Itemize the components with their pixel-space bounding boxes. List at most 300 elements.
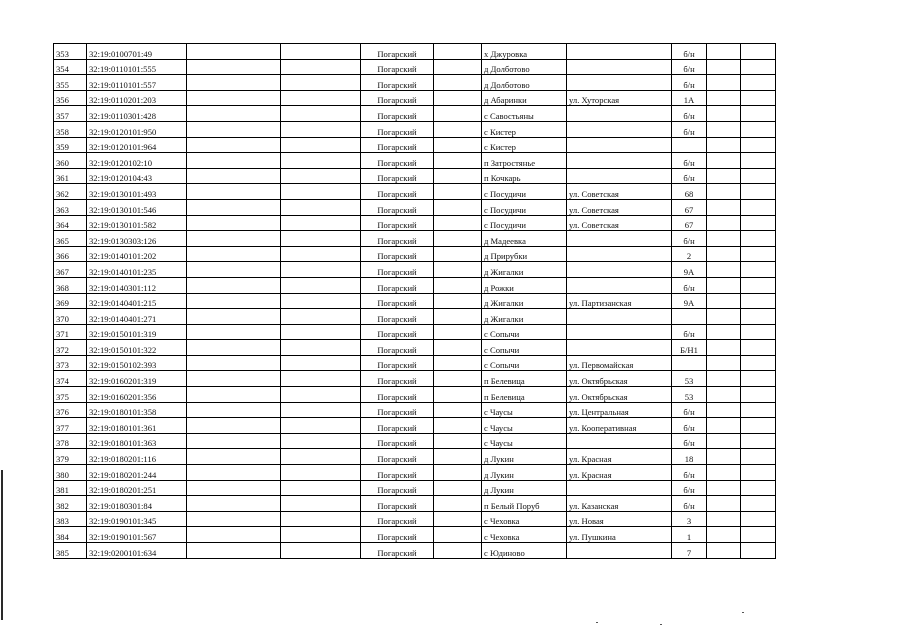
row-number-cell: 377: [54, 418, 87, 434]
cadastral-number-cell: 32:19:0130101:582: [87, 215, 187, 231]
cadastral-number-cell: 32:19:0110301:428: [87, 106, 187, 122]
street-cell: ул. Красная: [567, 465, 672, 481]
empty-cell: [281, 449, 361, 465]
cadastral-number-cell: 32:19:0160201:356: [87, 387, 187, 403]
settlement-cell: с Кистер: [482, 137, 567, 153]
street-cell: ул. Первомайская: [567, 355, 672, 371]
settlement-cell: с Кистер: [482, 121, 567, 137]
empty-cell: [187, 371, 281, 387]
district-cell: Погарский: [361, 168, 434, 184]
empty-cell: [187, 215, 281, 231]
empty-cell: [187, 527, 281, 543]
empty-cell: [707, 511, 741, 527]
empty-cell: [434, 511, 482, 527]
settlement-cell: с Посудичи: [482, 215, 567, 231]
empty-cell: [434, 59, 482, 75]
empty-cell: [281, 106, 361, 122]
empty-cell: [741, 184, 776, 200]
empty-cell: [741, 277, 776, 293]
empty-cell: [707, 293, 741, 309]
empty-cell: [187, 277, 281, 293]
empty-cell: [707, 355, 741, 371]
house-number-cell: 67: [672, 199, 707, 215]
street-cell: [567, 324, 672, 340]
empty-cell: [281, 480, 361, 496]
row-number-cell: 385: [54, 543, 87, 559]
empty-cell: [281, 75, 361, 91]
street-cell: ул. Хуторская: [567, 90, 672, 106]
empty-cell: [281, 90, 361, 106]
district-cell: Погарский: [361, 59, 434, 75]
street-cell: ул. Пушкина: [567, 527, 672, 543]
house-number-cell: б/н: [672, 168, 707, 184]
empty-cell: [434, 355, 482, 371]
scan-edge-mark: [1, 470, 3, 620]
empty-cell: [281, 262, 361, 278]
district-cell: Погарский: [361, 137, 434, 153]
empty-cell: [434, 184, 482, 200]
empty-cell: [741, 465, 776, 481]
settlement-cell: п Белевица: [482, 387, 567, 403]
table-row: [54, 75, 776, 91]
street-cell: [567, 340, 672, 356]
street-cell: [567, 480, 672, 496]
house-number-cell: [672, 137, 707, 153]
table-row: [54, 121, 776, 137]
empty-cell: [741, 59, 776, 75]
row-number-cell: 356: [54, 90, 87, 106]
table-row: [54, 262, 776, 278]
scan-speck: [660, 624, 662, 625]
street-cell: [567, 433, 672, 449]
settlement-cell: п Белевица: [482, 371, 567, 387]
row-number-cell: 355: [54, 75, 87, 91]
empty-cell: [434, 309, 482, 325]
empty-cell: [434, 543, 482, 559]
street-cell: [567, 168, 672, 184]
street-cell: ул. Советская: [567, 184, 672, 200]
house-number-cell: б/н: [672, 44, 707, 60]
empty-cell: [434, 402, 482, 418]
empty-cell: [434, 527, 482, 543]
empty-cell: [707, 371, 741, 387]
settlement-cell: д Жигалки: [482, 309, 567, 325]
row-number-cell: 384: [54, 527, 87, 543]
empty-cell: [741, 340, 776, 356]
empty-cell: [741, 433, 776, 449]
street-cell: ул. Казанская: [567, 496, 672, 512]
district-cell: Погарский: [361, 433, 434, 449]
street-cell: ул. Октябрьская: [567, 371, 672, 387]
empty-cell: [741, 496, 776, 512]
settlement-cell: д Рожки: [482, 277, 567, 293]
table-row: [54, 184, 776, 200]
table-row: [54, 371, 776, 387]
empty-cell: [707, 543, 741, 559]
district-cell: Погарский: [361, 90, 434, 106]
empty-cell: [434, 106, 482, 122]
district-cell: Погарский: [361, 215, 434, 231]
cadastral-number-cell: 32:19:0120102:10: [87, 153, 187, 169]
table-row: [54, 44, 776, 60]
district-cell: Погарский: [361, 480, 434, 496]
scan-speck: [742, 612, 744, 613]
empty-cell: [434, 199, 482, 215]
house-number-cell: б/н: [672, 402, 707, 418]
settlement-cell: с Сопычи: [482, 340, 567, 356]
empty-cell: [707, 309, 741, 325]
empty-cell: [707, 433, 741, 449]
house-number-cell: 9А: [672, 293, 707, 309]
empty-cell: [741, 106, 776, 122]
empty-cell: [187, 449, 281, 465]
empty-cell: [281, 231, 361, 247]
cadastral-number-cell: 32:19:0120104:43: [87, 168, 187, 184]
row-number-cell: 364: [54, 215, 87, 231]
row-number-cell: 376: [54, 402, 87, 418]
house-number-cell: 1: [672, 527, 707, 543]
empty-cell: [187, 90, 281, 106]
district-cell: Погарский: [361, 387, 434, 403]
empty-cell: [434, 168, 482, 184]
empty-cell: [434, 277, 482, 293]
district-cell: Погарский: [361, 355, 434, 371]
house-number-cell: 68: [672, 184, 707, 200]
empty-cell: [741, 231, 776, 247]
cadastral-number-cell: 32:19:0200101:634: [87, 543, 187, 559]
settlement-cell: с Сопычи: [482, 324, 567, 340]
district-cell: Погарский: [361, 449, 434, 465]
settlement-cell: с Посудичи: [482, 184, 567, 200]
empty-cell: [281, 355, 361, 371]
house-number-cell: 1А: [672, 90, 707, 106]
empty-cell: [434, 465, 482, 481]
table-row: [54, 387, 776, 403]
empty-cell: [187, 153, 281, 169]
cadastral-number-cell: 32:19:0160201:319: [87, 371, 187, 387]
empty-cell: [281, 153, 361, 169]
street-cell: [567, 137, 672, 153]
table-row: [54, 215, 776, 231]
table-row: [54, 137, 776, 153]
empty-cell: [741, 199, 776, 215]
district-cell: Погарский: [361, 44, 434, 60]
empty-cell: [187, 262, 281, 278]
empty-cell: [434, 480, 482, 496]
settlement-cell: д Лукин: [482, 449, 567, 465]
house-number-cell: 53: [672, 387, 707, 403]
table-row: [54, 277, 776, 293]
settlement-cell: с Посудичи: [482, 199, 567, 215]
district-cell: Погарский: [361, 511, 434, 527]
district-cell: Погарский: [361, 465, 434, 481]
empty-cell: [281, 246, 361, 262]
cadastral-number-cell: 32:19:0180201:251: [87, 480, 187, 496]
street-cell: [567, 59, 672, 75]
empty-cell: [707, 44, 741, 60]
street-cell: [567, 44, 672, 60]
row-number-cell: 369: [54, 293, 87, 309]
cadastral-number-cell: 32:19:0110201:203: [87, 90, 187, 106]
empty-cell: [281, 371, 361, 387]
settlement-cell: д Лукин: [482, 480, 567, 496]
row-number-cell: 365: [54, 231, 87, 247]
empty-cell: [281, 402, 361, 418]
empty-cell: [187, 59, 281, 75]
row-number-cell: 370: [54, 309, 87, 325]
empty-cell: [434, 137, 482, 153]
empty-cell: [187, 309, 281, 325]
empty-cell: [281, 418, 361, 434]
table-row: [54, 465, 776, 481]
house-number-cell: б/н: [672, 277, 707, 293]
district-cell: Погарский: [361, 543, 434, 559]
table-row: [54, 402, 776, 418]
empty-cell: [707, 90, 741, 106]
empty-cell: [281, 277, 361, 293]
empty-cell: [187, 465, 281, 481]
settlement-cell: п Кочкарь: [482, 168, 567, 184]
cadastral-number-cell: 32:19:0150101:319: [87, 324, 187, 340]
empty-cell: [741, 527, 776, 543]
table-row: [54, 543, 776, 559]
street-cell: [567, 153, 672, 169]
table-row: [54, 449, 776, 465]
street-cell: [567, 246, 672, 262]
empty-cell: [707, 465, 741, 481]
empty-cell: [707, 199, 741, 215]
row-number-cell: 360: [54, 153, 87, 169]
empty-cell: [434, 75, 482, 91]
row-number-cell: 368: [54, 277, 87, 293]
table-row: [54, 106, 776, 122]
empty-cell: [434, 449, 482, 465]
empty-cell: [741, 262, 776, 278]
street-cell: [567, 262, 672, 278]
empty-cell: [281, 496, 361, 512]
house-number-cell: 7: [672, 543, 707, 559]
cadastral-number-cell: 32:19:0140101:202: [87, 246, 187, 262]
house-number-cell: [672, 309, 707, 325]
house-number-cell: 3: [672, 511, 707, 527]
cadastral-number-cell: 32:19:0150101:322: [87, 340, 187, 356]
district-cell: Погарский: [361, 371, 434, 387]
table-row: [54, 59, 776, 75]
settlement-cell: д Жигалки: [482, 262, 567, 278]
house-number-cell: б/н: [672, 480, 707, 496]
house-number-cell: б/н: [672, 465, 707, 481]
house-number-cell: 9А: [672, 262, 707, 278]
empty-cell: [187, 543, 281, 559]
row-number-cell: 357: [54, 106, 87, 122]
house-number-cell: б/н: [672, 153, 707, 169]
empty-cell: [741, 121, 776, 137]
table-row: [54, 433, 776, 449]
settlement-cell: д Долботово: [482, 75, 567, 91]
district-cell: Погарский: [361, 262, 434, 278]
empty-cell: [707, 121, 741, 137]
empty-cell: [281, 309, 361, 325]
settlement-cell: с Чеховка: [482, 527, 567, 543]
cadastral-number-cell: 32:19:0190101:345: [87, 511, 187, 527]
settlement-cell: с Чеховка: [482, 511, 567, 527]
street-cell: [567, 309, 672, 325]
empty-cell: [707, 246, 741, 262]
empty-cell: [741, 90, 776, 106]
empty-cell: [187, 75, 281, 91]
empty-cell: [187, 355, 281, 371]
empty-cell: [187, 246, 281, 262]
empty-cell: [434, 324, 482, 340]
empty-cell: [741, 324, 776, 340]
empty-cell: [187, 121, 281, 137]
empty-cell: [741, 449, 776, 465]
settlement-cell: с Чаусы: [482, 418, 567, 434]
cadastral-number-cell: 32:19:0140301:112: [87, 277, 187, 293]
empty-cell: [434, 121, 482, 137]
row-number-cell: 372: [54, 340, 87, 356]
empty-cell: [187, 433, 281, 449]
house-number-cell: б/н: [672, 75, 707, 91]
house-number-cell: Б/Н1: [672, 340, 707, 356]
cadastral-number-cell: 32:19:0110101:557: [87, 75, 187, 91]
table-row: [54, 340, 776, 356]
empty-cell: [741, 355, 776, 371]
empty-cell: [707, 496, 741, 512]
empty-cell: [707, 168, 741, 184]
empty-cell: [707, 449, 741, 465]
cadastral-number-cell: 32:19:0150102:393: [87, 355, 187, 371]
empty-cell: [187, 231, 281, 247]
house-number-cell: б/н: [672, 231, 707, 247]
empty-cell: [187, 293, 281, 309]
district-cell: Погарский: [361, 184, 434, 200]
empty-cell: [741, 309, 776, 325]
empty-cell: [187, 137, 281, 153]
street-cell: [567, 106, 672, 122]
street-cell: ул. Советская: [567, 199, 672, 215]
street-cell: ул. Советская: [567, 215, 672, 231]
street-cell: [567, 75, 672, 91]
empty-cell: [187, 480, 281, 496]
table-row: [54, 309, 776, 325]
empty-cell: [707, 324, 741, 340]
row-number-cell: 363: [54, 199, 87, 215]
empty-cell: [707, 137, 741, 153]
empty-cell: [281, 121, 361, 137]
empty-cell: [434, 231, 482, 247]
district-cell: Погарский: [361, 418, 434, 434]
empty-cell: [434, 153, 482, 169]
street-cell: ул. Партизанская: [567, 293, 672, 309]
table-row: [54, 527, 776, 543]
empty-cell: [281, 511, 361, 527]
empty-cell: [281, 215, 361, 231]
cadastral-number-cell: 32:19:0180201:244: [87, 465, 187, 481]
table-row: [54, 293, 776, 309]
cadastral-number-cell: 32:19:0110101:555: [87, 59, 187, 75]
empty-cell: [434, 44, 482, 60]
empty-cell: [281, 168, 361, 184]
empty-cell: [741, 153, 776, 169]
empty-cell: [707, 340, 741, 356]
empty-cell: [281, 184, 361, 200]
row-number-cell: 380: [54, 465, 87, 481]
table-row: [54, 324, 776, 340]
cadastral-number-cell: 32:19:0180101:363: [87, 433, 187, 449]
table-row: [54, 199, 776, 215]
empty-cell: [741, 371, 776, 387]
settlement-cell: д Жигалки: [482, 293, 567, 309]
district-cell: Погарский: [361, 340, 434, 356]
row-number-cell: 374: [54, 371, 87, 387]
empty-cell: [281, 44, 361, 60]
settlement-cell: с Чаусы: [482, 433, 567, 449]
table-row: [54, 511, 776, 527]
cadastral-number-cell: 32:19:0190101:567: [87, 527, 187, 543]
house-number-cell: 67: [672, 215, 707, 231]
street-cell: ул. Красная: [567, 449, 672, 465]
settlement-cell: с Савостьяны: [482, 106, 567, 122]
table-row: [54, 90, 776, 106]
empty-cell: [741, 246, 776, 262]
cadastral-number-cell: 32:19:0140401:271: [87, 309, 187, 325]
empty-cell: [281, 293, 361, 309]
district-cell: Погарский: [361, 496, 434, 512]
empty-cell: [707, 480, 741, 496]
empty-cell: [281, 433, 361, 449]
house-number-cell: [672, 355, 707, 371]
settlement-cell: с Чаусы: [482, 402, 567, 418]
empty-cell: [187, 496, 281, 512]
empty-cell: [281, 527, 361, 543]
empty-cell: [434, 418, 482, 434]
cadastral-number-cell: 32:19:0120101:950: [87, 121, 187, 137]
house-number-cell: б/н: [672, 324, 707, 340]
empty-cell: [281, 340, 361, 356]
empty-cell: [741, 387, 776, 403]
district-cell: Погарский: [361, 293, 434, 309]
empty-cell: [187, 199, 281, 215]
row-number-cell: 371: [54, 324, 87, 340]
cadastral-number-cell: 32:19:0140401:215: [87, 293, 187, 309]
row-number-cell: 354: [54, 59, 87, 75]
street-cell: [567, 277, 672, 293]
empty-cell: [741, 215, 776, 231]
empty-cell: [707, 418, 741, 434]
settlement-cell: с Юдиново: [482, 543, 567, 559]
row-number-cell: 379: [54, 449, 87, 465]
empty-cell: [707, 215, 741, 231]
district-cell: Погарский: [361, 75, 434, 91]
street-cell: [567, 121, 672, 137]
empty-cell: [187, 324, 281, 340]
district-cell: Погарский: [361, 231, 434, 247]
empty-cell: [707, 75, 741, 91]
empty-cell: [434, 246, 482, 262]
row-number-cell: 381: [54, 480, 87, 496]
empty-cell: [187, 387, 281, 403]
empty-cell: [281, 199, 361, 215]
district-cell: Погарский: [361, 309, 434, 325]
cadastral-number-cell: 32:19:0100701:49: [87, 44, 187, 60]
empty-cell: [187, 184, 281, 200]
empty-cell: [281, 543, 361, 559]
street-cell: ул. Октябрьская: [567, 387, 672, 403]
street-cell: [567, 231, 672, 247]
settlement-cell: п Белый Поруб: [482, 496, 567, 512]
house-number-cell: б/н: [672, 496, 707, 512]
